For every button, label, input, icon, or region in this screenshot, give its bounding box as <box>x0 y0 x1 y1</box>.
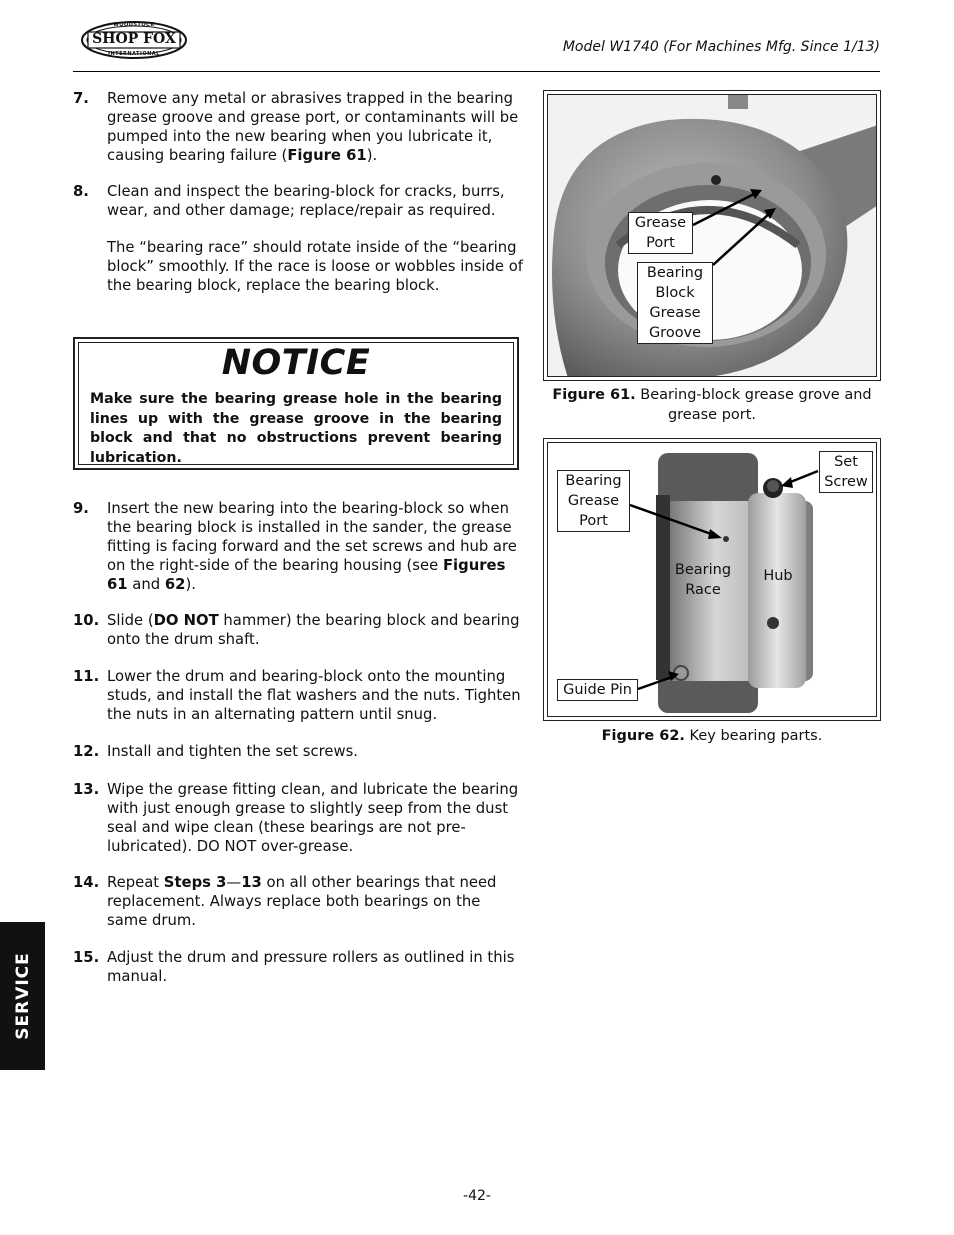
step-text: Clean and inspect the bearing-block for cracks, burrs, wear, and other damage; replace/repair as required. <box>107 183 505 219</box>
step-text: Slide (DO NOT hammer) the bearing block and bearing onto the drum shaft. <box>107 612 520 648</box>
step-number: 11. <box>73 668 100 685</box>
step-9 <box>73 499 525 594</box>
step-11 <box>73 667 525 724</box>
step-15 <box>73 948 525 986</box>
step-number: 9. <box>73 500 89 517</box>
logo-small-top: WOODSTOCK <box>113 22 155 28</box>
figure-62 <box>543 438 881 721</box>
step-12 <box>73 742 525 761</box>
step-text: Wipe the grease fitting clean, and lubricate the bearing with just enough grease to slightly seep from the dust seal and wipe clean (these bearings are not pre-lubricated). DO NOT over-grease. <box>107 781 519 855</box>
figure-62-caption: Figure 62. Key bearing parts. <box>601 728 823 744</box>
step-14 <box>73 873 525 930</box>
section-tab <box>0 922 45 1070</box>
header-rule <box>73 71 880 72</box>
step-number: 7. <box>73 90 89 107</box>
step-text: Insert the new bearing into the bearing-block so when the bearing block is installed in the sander, the grease fitting is facing forward and the set screws and hub are on the right-side of the bearing housing (see Figures 61 and 62). <box>107 500 517 593</box>
step-number: 10. <box>73 612 100 629</box>
grease-groove-label: Bearing Block Grease Groove <box>637 262 713 344</box>
step-8 <box>73 182 525 295</box>
model-title: Model W1740 (For Machines Mfg. Since 1/13) <box>562 39 880 55</box>
shop-fox-logo <box>80 20 188 60</box>
figure-61 <box>543 90 881 381</box>
set-screw-label: Set Screw <box>819 451 873 493</box>
step-text: Repeat Steps 3—13 on all other bearings that need replacement. Always replace both bearings on the same drum. <box>107 874 497 929</box>
step-text: Adjust the drum and pressure rollers as outlined in this manual. <box>107 949 515 985</box>
step-10 <box>73 611 525 649</box>
bearing-grease-port-label: Bearing Grease Port <box>557 470 630 532</box>
step-text: Lower the drum and bearing-block onto the mounting studs, and install the flat washers and the nuts. Tighten the nuts in an alternating pattern until snug. <box>107 668 521 723</box>
grease-port-label: Grease Port <box>628 212 693 254</box>
step-number: 15. <box>73 949 100 966</box>
step-number: 14. <box>73 874 100 891</box>
notice-box <box>73 337 519 470</box>
notice-body: Make sure the bearing grease hole in the bearing lines up with the grease groove in the bearing block and that no obstructions prevent bearing lubrication. <box>90 391 502 466</box>
step-number: 8. <box>73 183 89 200</box>
guide-pin-label: Guide Pin <box>557 679 638 701</box>
logo-small-bottom: INTERNATIONAL <box>108 51 160 57</box>
figure-61-caption: Figure 61. Bearing-block grease grove and grease port. <box>552 387 872 423</box>
step-text: Remove any metal or abrasives trapped in the bearing grease groove and grease port, or contaminants will be pumped into the new bearing when you lubricate it, causing bearing failure (Figure 61). <box>107 90 519 164</box>
page-number: -42- <box>463 1188 491 1204</box>
notice-title: NOTICE <box>221 343 371 383</box>
step-note: The “bearing race” should rotate inside of the “bearing block” smoothly. If the race is loose or wobbles inside of the bearing block, replace the bearing block. <box>107 239 523 294</box>
bearing-race-label: Bearing Race <box>674 562 732 598</box>
step-number: 12. <box>73 743 100 760</box>
section-tab-label: SERVICE <box>12 952 33 1040</box>
hub-label: Hub <box>763 568 793 584</box>
step-7 <box>73 89 525 165</box>
logo-text: SHOP FOX <box>92 31 176 47</box>
step-13 <box>73 780 525 856</box>
step-number: 13. <box>73 781 100 798</box>
step-text: Install and tighten the set screws. <box>107 743 358 760</box>
